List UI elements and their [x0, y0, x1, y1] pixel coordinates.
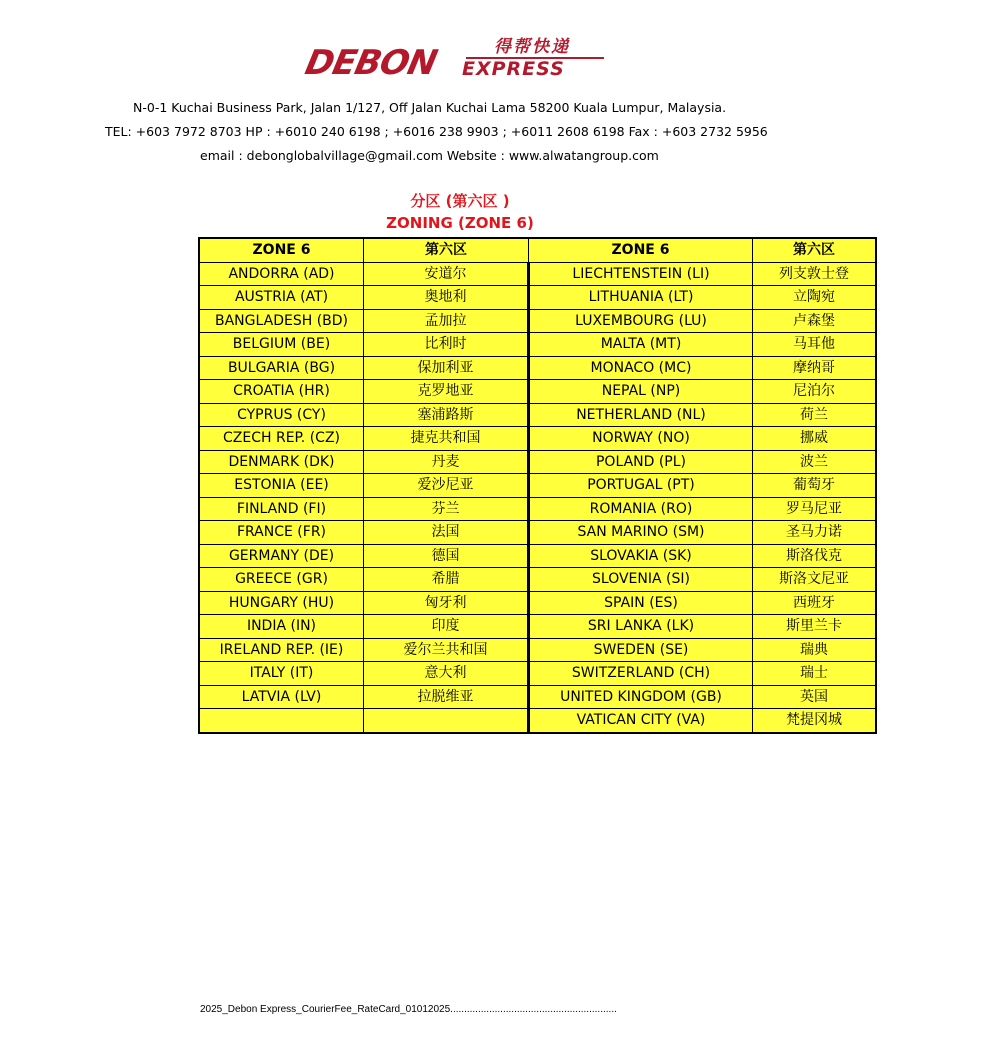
- table-row: [199, 638, 876, 662]
- country-cn-right: 梵提冈城: [753, 709, 877, 733]
- country-en-left: AUSTRIA (AT): [199, 286, 364, 310]
- country-en-right: LUXEMBOURG (LU): [529, 309, 753, 333]
- country-en-left: BULGARIA (BG): [199, 356, 364, 380]
- debon-express-logo: [301, 37, 606, 83]
- country-en-right: ROMANIA (RO): [529, 497, 753, 521]
- company-phones: TEL: +603 7972 8703 HP : +6010 240 6198 ; +6016 238 9903 ; +6011 2608 6198 Fax : +603 2732 5956: [105, 124, 768, 139]
- country-en-right: SRI LANKA (LK): [529, 615, 753, 639]
- country-en-left: CZECH REP. (CZ): [199, 427, 364, 451]
- country-cn-left: 意大利: [364, 662, 529, 686]
- country-en-right: SAN MARINO (SM): [529, 521, 753, 545]
- country-cn-right: 斯里兰卡: [753, 615, 877, 639]
- country-cn-left: 丹麦: [364, 450, 529, 474]
- header-zone-en-right: ZONE 6: [529, 238, 753, 262]
- country-en-left: FRANCE (FR): [199, 521, 364, 545]
- country-en-right: UNITED KINGDOM (GB): [529, 685, 753, 709]
- country-cn-right: 斯洛文尼亚: [753, 568, 877, 592]
- country-en-right: NEPAL (NP): [529, 380, 753, 404]
- logo-wordmark: DEBON: [301, 43, 440, 83]
- country-cn-right: 尼泊尔: [753, 380, 877, 404]
- country-en-left: INDIA (IN): [199, 615, 364, 639]
- country-cn-right: 列支敦士登: [753, 262, 877, 286]
- country-en-left: ANDORRA (AD): [199, 262, 364, 286]
- country-en-right: MALTA (MT): [529, 333, 753, 357]
- country-cn-left: 德国: [364, 544, 529, 568]
- document-footer: 2025_Debon Express_CourierFee_RateCard_01012025............................................................: [200, 1004, 617, 1015]
- country-en-right: NETHERLAND (NL): [529, 403, 753, 427]
- country-cn-right: 瑞士: [753, 662, 877, 686]
- country-cn-left: 比利时: [364, 333, 529, 357]
- company-contact: email : debonglobalvillage@gmail.com Website : www.alwatangroup.com: [200, 148, 659, 163]
- logo-express: EXPRESS: [462, 58, 565, 80]
- table-row: [199, 544, 876, 568]
- country-cn-left: 印度: [364, 615, 529, 639]
- country-en-left: GERMANY (DE): [199, 544, 364, 568]
- zoning-title-english: ZONING (ZONE 6): [386, 214, 534, 232]
- table-row: [199, 309, 876, 333]
- country-cn-left: 克罗地亚: [364, 380, 529, 404]
- table-row: [199, 403, 876, 427]
- country-en-right: LIECHTENSTEIN (LI): [529, 262, 753, 286]
- country-cn-left: 保加利亚: [364, 356, 529, 380]
- table-row: [199, 615, 876, 639]
- table-body: [199, 262, 876, 733]
- country-cn-left: 安道尔: [364, 262, 529, 286]
- country-cn-left: 拉脱维亚: [364, 685, 529, 709]
- table-row: [199, 497, 876, 521]
- country-en-left: CROATIA (HR): [199, 380, 364, 404]
- country-cn-right: 卢森堡: [753, 309, 877, 333]
- country-cn-left: 爱沙尼亚: [364, 474, 529, 498]
- country-cn-left: 希腊: [364, 568, 529, 592]
- country-cn-left: 匈牙利: [364, 591, 529, 615]
- logo-chinese-name: 得帮快递: [494, 37, 570, 57]
- country-cn-right: 斯洛伐克: [753, 544, 877, 568]
- country-en-left: ESTONIA (EE): [199, 474, 364, 498]
- country-en-right: SLOVAKIA (SK): [529, 544, 753, 568]
- company-address: N-0-1 Kuchai Business Park, Jalan 1/127, Off Jalan Kuchai Lama 58200 Kuala Lumpur, Malaysia.: [133, 100, 727, 115]
- table-row: [199, 286, 876, 310]
- table-row: [199, 568, 876, 592]
- table-row: [199, 356, 876, 380]
- country-cn-right: 立陶宛: [753, 286, 877, 310]
- country-en-right: SLOVENIA (SI): [529, 568, 753, 592]
- country-cn-right: 圣马力诺: [753, 521, 877, 545]
- table-row: [199, 591, 876, 615]
- country-en-right: SPAIN (ES): [529, 591, 753, 615]
- table-row: [199, 662, 876, 686]
- header-zone-cn-left: 第六区: [364, 238, 529, 262]
- country-cn-left: 奥地利: [364, 286, 529, 310]
- country-en-left: HUNGARY (HU): [199, 591, 364, 615]
- country-en-right: SWITZERLAND (CH): [529, 662, 753, 686]
- country-cn-right: 摩纳哥: [753, 356, 877, 380]
- country-en-left: CYPRUS (CY): [199, 403, 364, 427]
- country-cn-left: 捷克共和国: [364, 427, 529, 451]
- table-row: [199, 521, 876, 545]
- country-en-left: [199, 709, 364, 733]
- country-en-left: FINLAND (FI): [199, 497, 364, 521]
- country-en-left: GREECE (GR): [199, 568, 364, 592]
- table-row: [199, 427, 876, 451]
- country-en-left: BANGLADESH (BD): [199, 309, 364, 333]
- table-row: [199, 709, 876, 733]
- country-en-right: POLAND (PL): [529, 450, 753, 474]
- header-zone-cn-right: 第六区: [753, 238, 877, 262]
- table-row: [199, 685, 876, 709]
- country-en-right: VATICAN CITY (VA): [529, 709, 753, 733]
- country-cn-right: 英国: [753, 685, 877, 709]
- zone-6-country-table: [198, 237, 877, 734]
- header-zone-en-left: ZONE 6: [199, 238, 364, 262]
- country-cn-left: 爱尔兰共和国: [364, 638, 529, 662]
- country-en-left: IRELAND REP. (IE): [199, 638, 364, 662]
- country-cn-right: 罗马尼亚: [753, 497, 877, 521]
- country-en-left: LATVIA (LV): [199, 685, 364, 709]
- table-row: [199, 450, 876, 474]
- zoning-title-chinese: 分区 (第六区 ): [410, 192, 510, 210]
- country-cn-left: 芬兰: [364, 497, 529, 521]
- country-en-right: MONACO (MC): [529, 356, 753, 380]
- table-header-row: [199, 238, 876, 262]
- country-cn-right: 西班牙: [753, 591, 877, 615]
- country-cn-right: 马耳他: [753, 333, 877, 357]
- country-cn-right: 荷兰: [753, 403, 877, 427]
- country-en-left: DENMARK (DK): [199, 450, 364, 474]
- table-row: [199, 333, 876, 357]
- country-en-left: BELGIUM (BE): [199, 333, 364, 357]
- country-en-right: PORTUGAL (PT): [529, 474, 753, 498]
- table-row: [199, 380, 876, 404]
- table-row: [199, 262, 876, 286]
- country-cn-right: 葡萄牙: [753, 474, 877, 498]
- country-cn-right: 瑞典: [753, 638, 877, 662]
- table-row: [199, 474, 876, 498]
- country-cn-right: 波兰: [753, 450, 877, 474]
- country-en-left: ITALY (IT): [199, 662, 364, 686]
- country-cn-left: 孟加拉: [364, 309, 529, 333]
- country-en-right: NORWAY (NO): [529, 427, 753, 451]
- country-cn-right: 挪威: [753, 427, 877, 451]
- country-cn-left: 法国: [364, 521, 529, 545]
- country-en-right: LITHUANIA (LT): [529, 286, 753, 310]
- country-cn-left: 塞浦路斯: [364, 403, 529, 427]
- country-en-right: SWEDEN (SE): [529, 638, 753, 662]
- country-cn-left: [364, 709, 529, 733]
